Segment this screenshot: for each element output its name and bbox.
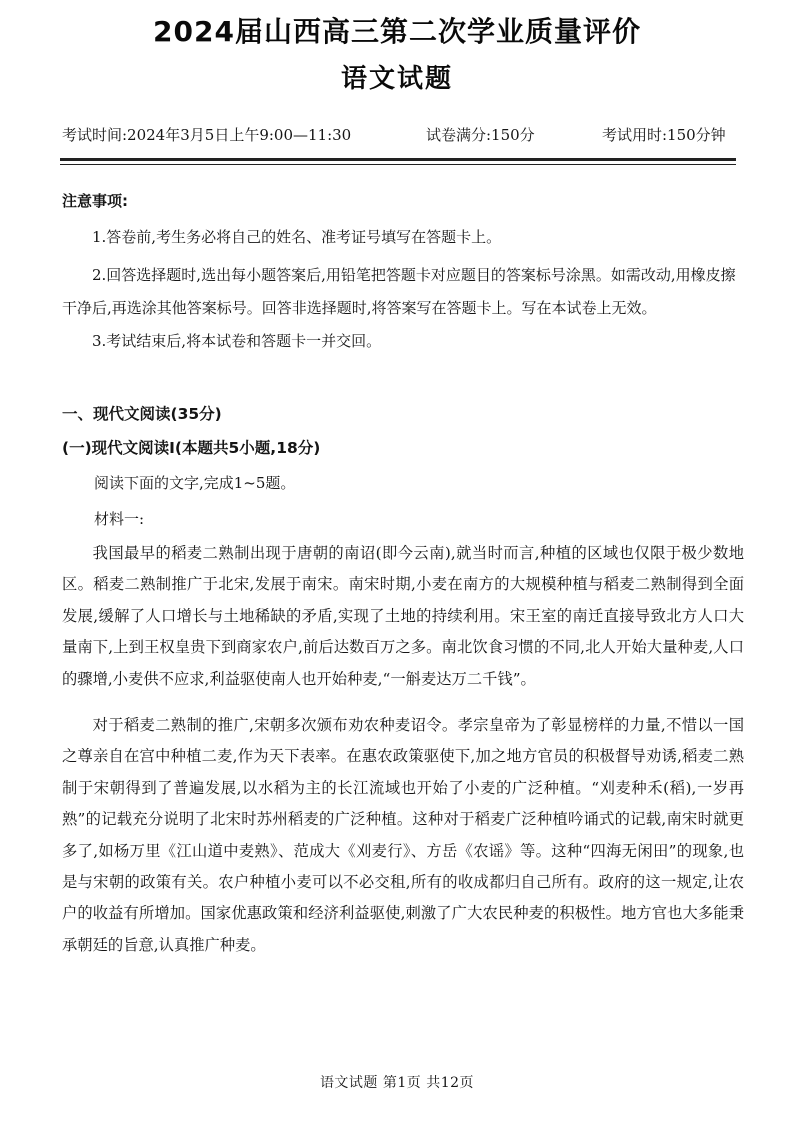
section-title: 一、现代文阅读(35分) bbox=[62, 405, 222, 423]
notice-heading: 注意事项: bbox=[62, 192, 128, 210]
reading-instruction: 阅读下面的文字,完成1~5题。 bbox=[94, 474, 296, 492]
full-score: 试卷满分:150分 bbox=[426, 126, 535, 144]
material-label: 材料一: bbox=[94, 510, 145, 528]
exam-subtitle: 语文试题 bbox=[340, 64, 453, 94]
material-paragraph-1: 我国最早的稻麦二熟制出现于唐朝的南诏(即今云南),就当时而言,种植的区域也仅限于极少数地区。稻麦二熟制推广于北宋,发展于南宋。南宋时期,小麦在南方的大规模种植与稻麦二熟制得到全面发展,缓解了人口增长与土地稀缺的矛盾,实现了土地的持续利用。宋王室的南迁直接导致北方人口大量南下,上到王权皇贵下到商家农户,前后达数百万之多。南北饮食习惯的不同,北人开始大量种麦,人口的骤增,小麦供不应求,利益驱使南人也开始种麦,“一斛麦达万二千钱”。 bbox=[62, 544, 744, 688]
exam-duration: 考试用时:150分钟 bbox=[602, 126, 726, 144]
notice-item-2: 2.回答选择题时,选出每小题答案后,用铅笔把答题卡对应题目的答案标号涂黑。如需改动,用橡皮擦干净后,再选涂其他答案标号。回答非选择题时,将答案写在答题卡上。写在本试卷上无效。 bbox=[62, 266, 736, 317]
exam-title: 2024届山西高三第二次学业质量评价 bbox=[153, 15, 641, 48]
header-divider-thick bbox=[60, 158, 736, 161]
page-footer: 语文试题 第1页 共12页 bbox=[319, 1075, 475, 1091]
material-paragraph-2: 对于稻麦二熟制的推广,宋朝多次颁布劝农种麦诏令。孝宗皇帝为了彰显榜样的力量,不惜以一国之尊亲自在宫中种植二麦,作为天下表率。在惠农政策驱使下,加之地方官员的积极督导劝诱,稻麦二熟制于宋朝得到了普遍发展,以水稻为主的长江流域也开始了小麦的广泛种植。“刈麦种禾(稻),一岁再熟”的记载充分说明了北宋时苏州稻麦的广泛种植。这种对于稻麦广泛种植吟诵式的记载,南宋时就更多了,如杨万里《江山道中麦熟》、范成大《刈麦行》、方岳《农谣》等。这种“四海无闲田”的现象,也是与宋朝的政策有关。农户种植小麦可以不必交租,所有的收成都归自己所有。政府的这一规定,让农户的收益有所增加。国家优惠政策和经济利益驱使,刺激了广大农民种麦的积极性。地方官也大多能秉承朝廷的旨意,认真推广种麦。 bbox=[62, 716, 744, 954]
exam-info-bar bbox=[62, 124, 752, 146]
notice-item-1: 1.答卷前,考生务必将自己的姓名、准考证号填写在答题卡上。 bbox=[92, 228, 502, 246]
header-divider-thin bbox=[60, 164, 736, 165]
subsection-title: (一)现代文阅读Ⅰ(本题共5小题,18分) bbox=[62, 439, 321, 457]
exam-time: 考试时间:2024年3月5日上午9:00—11:30 bbox=[62, 126, 352, 144]
notice-item-3: 3.考试结束后,将本试卷和答题卡一并交回。 bbox=[92, 332, 382, 350]
